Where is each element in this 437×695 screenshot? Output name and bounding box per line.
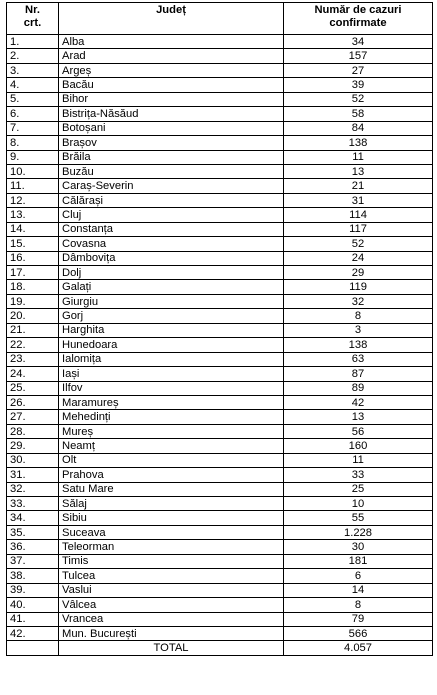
case-count: 29	[284, 266, 433, 280]
table-row	[7, 150, 433, 164]
county-name: Vrancea	[59, 612, 284, 626]
row-number: 4.	[7, 78, 59, 92]
case-count: 21	[284, 179, 433, 193]
case-count: 181	[284, 554, 433, 568]
case-count: 24	[284, 251, 433, 265]
case-count: 89	[284, 381, 433, 395]
row-number: 31.	[7, 468, 59, 482]
case-count: 52	[284, 237, 433, 251]
table-row	[7, 367, 433, 381]
row-number: 41.	[7, 612, 59, 626]
county-name: Mehedinți	[59, 410, 284, 424]
row-number: 15.	[7, 237, 59, 251]
county-name: Olt	[59, 453, 284, 467]
row-number: 39.	[7, 583, 59, 597]
row-number: 18.	[7, 280, 59, 294]
case-count: 3	[284, 323, 433, 337]
county-name: Ilfov	[59, 381, 284, 395]
row-number: 9.	[7, 150, 59, 164]
case-count: 8	[284, 598, 433, 612]
table-row	[7, 439, 433, 453]
county-name: Covasna	[59, 237, 284, 251]
county-name: Argeș	[59, 63, 284, 77]
case-count: 8	[284, 309, 433, 323]
county-name: Galați	[59, 280, 284, 294]
table-row	[7, 35, 433, 49]
county-name: Satu Mare	[59, 482, 284, 496]
case-count: 84	[284, 121, 433, 135]
table-row	[7, 554, 433, 568]
case-count: 25	[284, 482, 433, 496]
county-name: Vaslui	[59, 583, 284, 597]
row-number: 22.	[7, 338, 59, 352]
table-row	[7, 92, 433, 106]
table-row	[7, 497, 433, 511]
county-name: Dolj	[59, 266, 284, 280]
county-name: Prahova	[59, 468, 284, 482]
row-number: 21.	[7, 323, 59, 337]
case-count: 138	[284, 338, 433, 352]
row-number: 28.	[7, 424, 59, 438]
table-body	[7, 35, 433, 641]
row-number: 23.	[7, 352, 59, 366]
county-name: Teleorman	[59, 540, 284, 554]
row-number: 25.	[7, 381, 59, 395]
table-row	[7, 237, 433, 251]
header-county: Județ	[59, 3, 284, 35]
row-number: 16.	[7, 251, 59, 265]
county-name: Vâlcea	[59, 598, 284, 612]
county-name: Sălaj	[59, 497, 284, 511]
total-row	[7, 641, 433, 655]
county-name: Hunedoara	[59, 338, 284, 352]
county-name: Arad	[59, 49, 284, 63]
table-row	[7, 583, 433, 597]
county-name: Maramureș	[59, 395, 284, 409]
table-row	[7, 266, 433, 280]
row-number: 14.	[7, 222, 59, 236]
row-number: 29.	[7, 439, 59, 453]
county-name: Mureș	[59, 424, 284, 438]
county-name: Tulcea	[59, 569, 284, 583]
case-count: 32	[284, 294, 433, 308]
row-number: 17.	[7, 266, 59, 280]
case-count: 119	[284, 280, 433, 294]
table-row	[7, 121, 433, 135]
row-number: 30.	[7, 453, 59, 467]
county-name: Bistrița-Năsăud	[59, 107, 284, 121]
row-number: 36.	[7, 540, 59, 554]
table-row	[7, 395, 433, 409]
table-row	[7, 540, 433, 554]
row-number: 42.	[7, 626, 59, 640]
total-label: TOTAL	[59, 641, 284, 655]
county-name: Alba	[59, 35, 284, 49]
table-row	[7, 49, 433, 63]
row-number: 8.	[7, 136, 59, 150]
case-count: 11	[284, 150, 433, 164]
county-name: Timis	[59, 554, 284, 568]
county-name: Suceava	[59, 525, 284, 539]
table-row	[7, 468, 433, 482]
table-row	[7, 193, 433, 207]
table-row	[7, 309, 433, 323]
row-number: 20.	[7, 309, 59, 323]
row-number: 37.	[7, 554, 59, 568]
header-nr: Nr. crt.	[7, 3, 59, 35]
table-row	[7, 482, 433, 496]
header-cases: Număr de cazuri confirmate	[284, 3, 433, 35]
county-name: Gorj	[59, 309, 284, 323]
row-number: 40.	[7, 598, 59, 612]
row-number: 34.	[7, 511, 59, 525]
case-count: 31	[284, 193, 433, 207]
row-number: 33.	[7, 497, 59, 511]
county-name: Călărași	[59, 193, 284, 207]
county-name: Neamț	[59, 439, 284, 453]
table-row	[7, 352, 433, 366]
table-row	[7, 78, 433, 92]
county-name: Ialomița	[59, 352, 284, 366]
case-count: 14	[284, 583, 433, 597]
row-number: 1.	[7, 35, 59, 49]
row-number: 35.	[7, 525, 59, 539]
county-name: Bacău	[59, 78, 284, 92]
total-value: 4.057	[284, 641, 433, 655]
case-count: 160	[284, 439, 433, 453]
case-count: 42	[284, 395, 433, 409]
total-spacer	[7, 641, 59, 655]
case-count: 157	[284, 49, 433, 63]
county-name: Bihor	[59, 92, 284, 106]
row-number: 11.	[7, 179, 59, 193]
table-row	[7, 424, 433, 438]
table-row	[7, 280, 433, 294]
table-row	[7, 294, 433, 308]
row-number: 27.	[7, 410, 59, 424]
case-count: 87	[284, 367, 433, 381]
county-name: Giurgiu	[59, 294, 284, 308]
row-number: 2.	[7, 49, 59, 63]
case-count: 55	[284, 511, 433, 525]
table-row	[7, 251, 433, 265]
case-count: 63	[284, 352, 433, 366]
county-name: Brașov	[59, 136, 284, 150]
cases-by-county-table	[6, 2, 433, 656]
table-row	[7, 63, 433, 77]
table-row	[7, 222, 433, 236]
row-number: 3.	[7, 63, 59, 77]
case-count: 58	[284, 107, 433, 121]
row-number: 26.	[7, 395, 59, 409]
county-name: Brăila	[59, 150, 284, 164]
table-row	[7, 136, 433, 150]
county-name: Mun. București	[59, 626, 284, 640]
row-number: 6.	[7, 107, 59, 121]
table-row	[7, 569, 433, 583]
case-count: 56	[284, 424, 433, 438]
county-name: Cluj	[59, 208, 284, 222]
table-row	[7, 323, 433, 337]
row-number: 19.	[7, 294, 59, 308]
county-name: Dâmbovița	[59, 251, 284, 265]
case-count: 33	[284, 468, 433, 482]
case-count: 138	[284, 136, 433, 150]
table-row	[7, 107, 433, 121]
table-row	[7, 511, 433, 525]
county-name: Sibiu	[59, 511, 284, 525]
county-name: Buzău	[59, 164, 284, 178]
table-row	[7, 208, 433, 222]
row-number: 7.	[7, 121, 59, 135]
row-number: 32.	[7, 482, 59, 496]
table-row	[7, 164, 433, 178]
table-row	[7, 179, 433, 193]
case-count: 6	[284, 569, 433, 583]
table-row	[7, 612, 433, 626]
county-name: Harghita	[59, 323, 284, 337]
case-count: 1.228	[284, 525, 433, 539]
case-count: 52	[284, 92, 433, 106]
table-row	[7, 598, 433, 612]
row-number: 24.	[7, 367, 59, 381]
case-count: 114	[284, 208, 433, 222]
case-count: 13	[284, 410, 433, 424]
row-number: 13.	[7, 208, 59, 222]
table-row	[7, 453, 433, 467]
county-name: Caraș-Severin	[59, 179, 284, 193]
row-number: 38.	[7, 569, 59, 583]
case-count: 34	[284, 35, 433, 49]
table-row	[7, 525, 433, 539]
case-count: 13	[284, 164, 433, 178]
county-name: Botoșani	[59, 121, 284, 135]
case-count: 117	[284, 222, 433, 236]
table-row	[7, 381, 433, 395]
case-count: 566	[284, 626, 433, 640]
row-number: 10.	[7, 164, 59, 178]
table-row	[7, 626, 433, 640]
case-count: 10	[284, 497, 433, 511]
county-name: Constanța	[59, 222, 284, 236]
row-number: 5.	[7, 92, 59, 106]
case-count: 79	[284, 612, 433, 626]
case-count: 30	[284, 540, 433, 554]
case-count: 11	[284, 453, 433, 467]
case-count: 27	[284, 63, 433, 77]
table-header-row	[7, 3, 433, 35]
table-row	[7, 410, 433, 424]
case-count: 39	[284, 78, 433, 92]
row-number: 12.	[7, 193, 59, 207]
table-row	[7, 338, 433, 352]
county-name: Iași	[59, 367, 284, 381]
